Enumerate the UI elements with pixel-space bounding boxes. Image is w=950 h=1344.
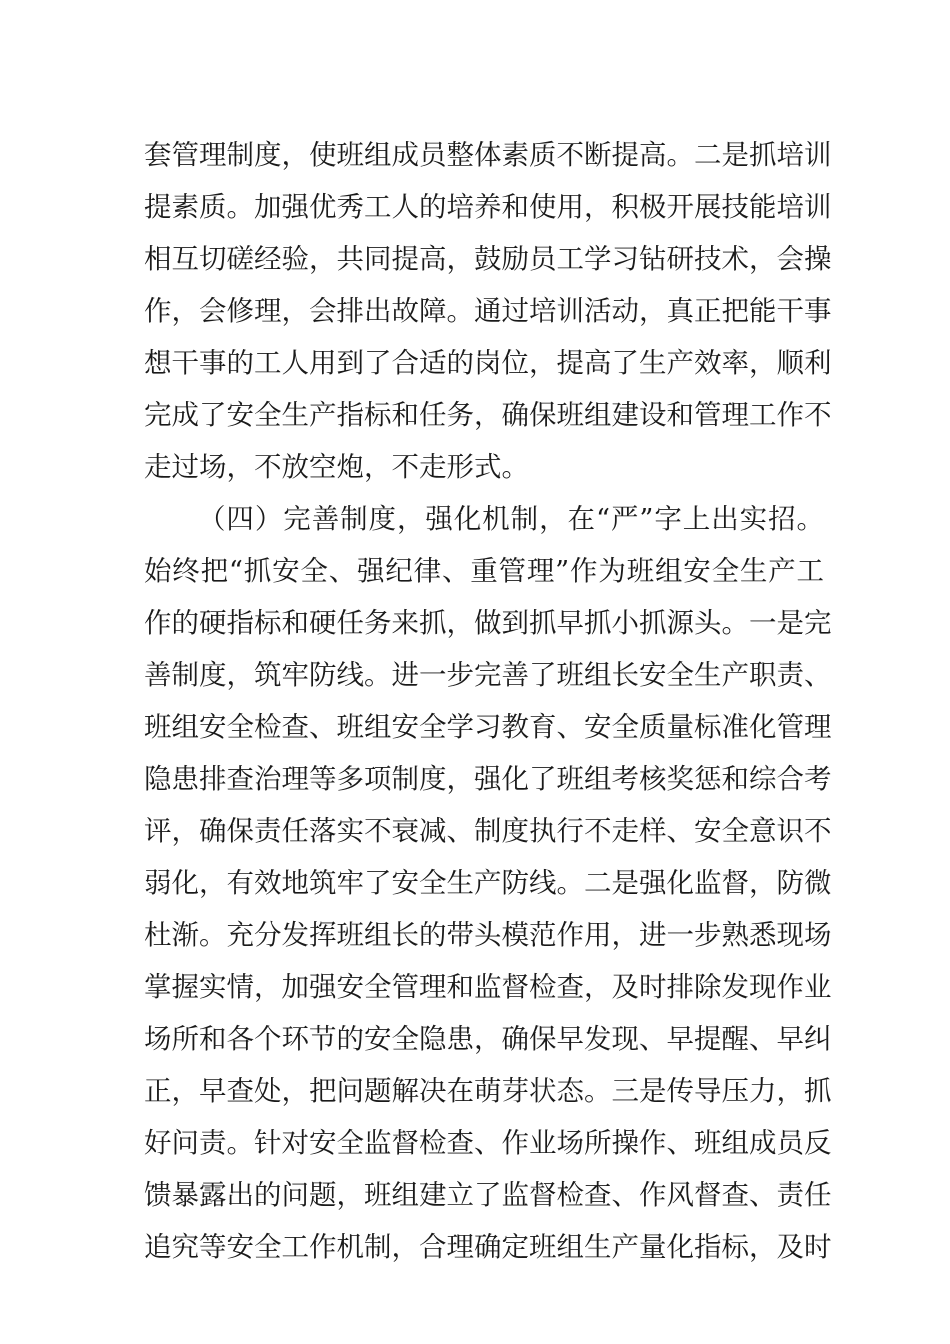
text-line: 正，早查处，把问题解决在萌芽状态。三是传导压力，抓 xyxy=(144,1075,832,1107)
text-line: 掌握实情，加强安全管理和监督检查，及时排除发现作业 xyxy=(144,971,832,1003)
text-line: 完成了安全生产指标和任务，确保班组建设和管理工作不 xyxy=(144,399,832,431)
text-line: 馈暴露出的问题，班组建立了监督检查、作风督查、责任 xyxy=(144,1179,832,1211)
text-line: 想干事的工人用到了合适的岗位，提高了生产效率，顺利 xyxy=(144,347,832,379)
text-line: 作，会修理，会排出故障。通过培训活动，真正把能干事 xyxy=(144,295,832,327)
text-line: 善制度，筑牢防线。进一步完善了班组长安全生产职责、 xyxy=(144,659,832,691)
text-line: 场所和各个环节的安全隐患，确保早发现、早提醒、早纠 xyxy=(144,1023,832,1055)
text-line: 相互切磋经验，共同提高，鼓励员工学习钻研技术，会操 xyxy=(144,243,832,275)
section-heading: （四）完善制度，强化机制，在“严”字上出实招。 xyxy=(198,503,824,535)
text-line: 走过场，不放空炮，不走形式。 xyxy=(144,451,529,483)
text-line: 作的硬指标和硬任务来抓，做到抓早抓小抓源头。一是完 xyxy=(144,607,832,639)
text-line: 弱化，有效地筑牢了安全生产防线。二是强化监督，防微 xyxy=(144,867,832,899)
text-line: 追究等安全工作机制，合理确定班组生产量化指标，及时 xyxy=(144,1231,832,1263)
text-line: 始终把“抓安全、强纪律、重管理”作为班组安全生产工 xyxy=(144,555,824,587)
text-line: 杜渐。充分发挥班组长的带头模范作用，进一步熟悉现场 xyxy=(144,919,832,951)
text-line: 提素质。加强优秀工人的培养和使用，积极开展技能培训 xyxy=(144,191,832,223)
text-line: 好问责。针对安全监督检查、作业场所操作、班组成员反 xyxy=(144,1127,832,1159)
text-line: 评，确保责任落实不衰减、制度执行不走样、安全意识不 xyxy=(144,815,832,847)
text-line: 隐患排查治理等多项制度，强化了班组考核奖惩和综合考 xyxy=(144,763,832,795)
text-line: 班组安全检查、班组安全学习教育、安全质量标准化管理 xyxy=(144,711,832,743)
text-line: 套管理制度，使班组成员整体素质不断提高。二是抓培训 xyxy=(144,139,832,171)
